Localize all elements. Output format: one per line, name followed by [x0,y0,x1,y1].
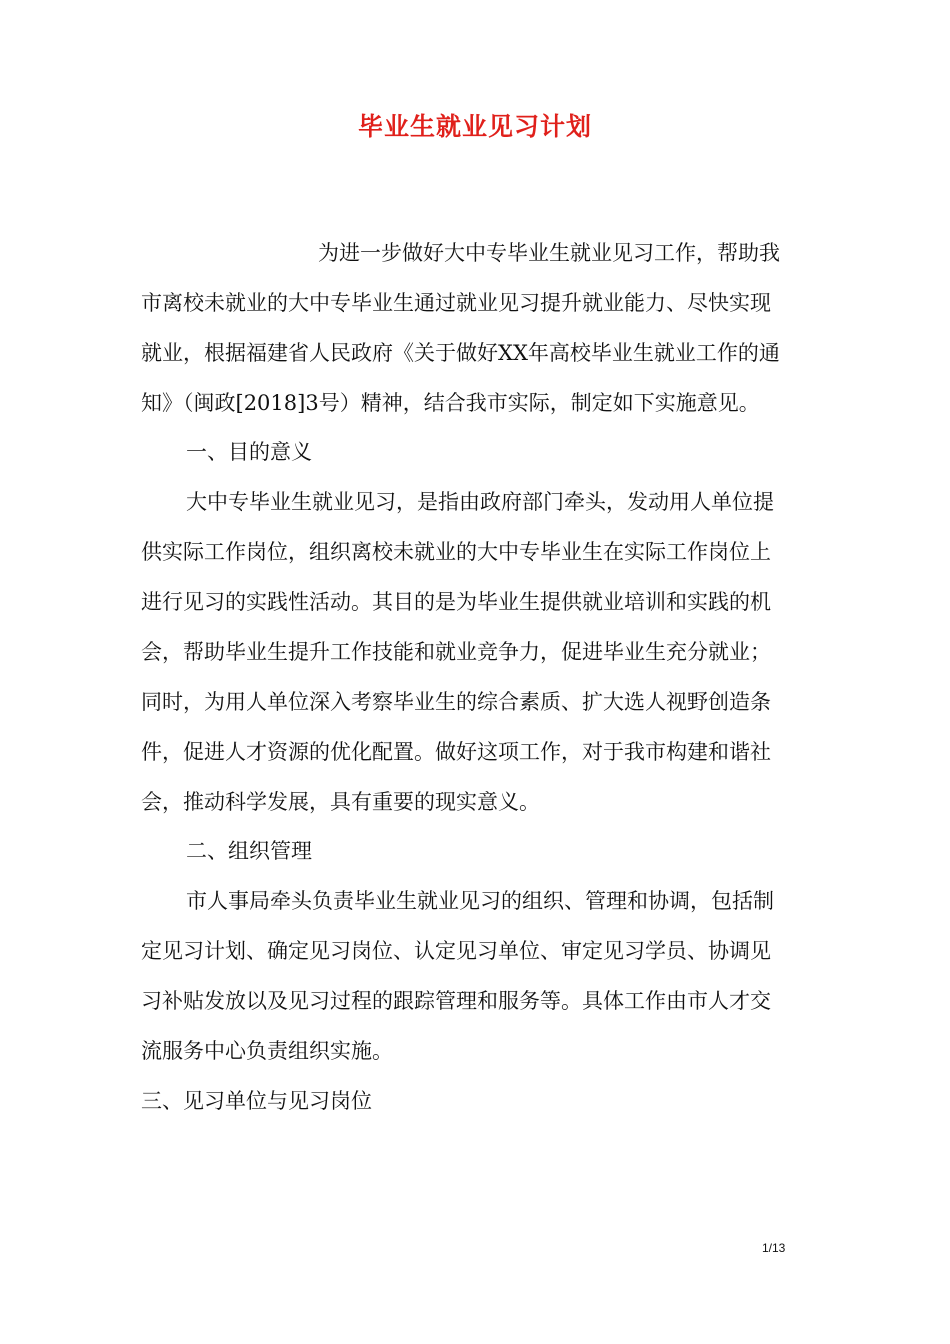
section1-line-1: 大中专毕业生就业见习，是指由政府部门牵头，发动用人单位提 [186,490,774,514]
section2-heading: 二、组织管理 [186,839,312,863]
intro-line-4: 知》（闽政[2018]3号）精神，结合我市实际，制定如下实施意见。 [141,391,760,415]
intro-line-2: 市离校未就业的大中专毕业生通过就业见习提升就业能力、尽快实现 [141,291,771,315]
section2-line-3: 习补贴发放以及见习过程的跟踪管理和服务等。具体工作由市人才交 [141,989,771,1013]
section1-line-4: 会，帮助毕业生提升工作技能和就业竞争力，促进毕业生充分就业； [141,640,771,664]
intro-line-3: 就业，根据福建省人民政府《关于做好XX年高校毕业生就业工作的通 [141,341,780,365]
page-number: 1/13 [762,1241,786,1255]
section3-heading: 三、见习单位与见习岗位 [141,1089,372,1113]
section1-line-5: 同时，为用人单位深入考察毕业生的综合素质、扩大选人视野创造条 [141,690,771,714]
section1-line-7: 会，推动科学发展，具有重要的现实意义。 [141,790,540,814]
section2-line-1: 市人事局牵头负责毕业生就业见习的组织、管理和协调，包括制 [186,889,774,913]
section2-line-4: 流服务中心负责组织实施。 [141,1039,393,1063]
section1-line-6: 件，促进人才资源的优化配置。做好这项工作，对于我市构建和谐社 [141,740,771,764]
document-title: 毕业生就业见习计划 [357,112,592,141]
section1-line-3: 进行见习的实践性活动。其目的是为毕业生提供就业培训和实践的机 [141,590,771,614]
section1-heading: 一、目的意义 [186,440,312,464]
section2-line-2: 定见习计划、确定见习岗位、认定见习单位、审定见习学员、协调见 [141,939,771,963]
section1-line-2: 供实际工作岗位，组织离校未就业的大中专毕业生在实际工作岗位上 [141,540,771,564]
intro-line-1: 为进一步做好大中专毕业生就业见习工作，帮助我 [318,241,780,265]
